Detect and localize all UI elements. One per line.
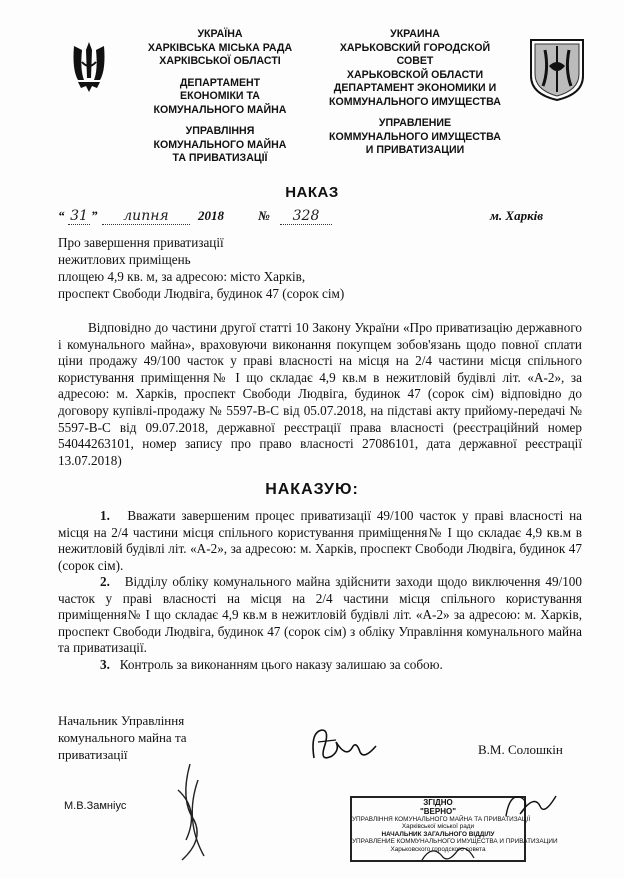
order-item	[58, 508, 582, 574]
order-item-text: Контроль за виконанням цього наказу залишаю за собою.	[119, 657, 443, 672]
date-year: 2018	[198, 208, 224, 223]
header-ua-dept: ЕКОНОМІКИ ТА	[180, 90, 260, 102]
header-ru-mgmt: И ПРИВАТИЗАЦИИ	[365, 144, 465, 156]
number-label: №	[258, 208, 270, 223]
signatory-position-line: комунального майна та	[58, 730, 187, 745]
header-ua-line: УКРАЇНА	[197, 28, 243, 40]
header-ru-line: ХАРЬКОВСКОЙ ОБЛАСТИ	[346, 68, 484, 81]
header-ua-line: ХАРКІВСЬКОЇ ОБЛАСТІ	[159, 55, 281, 67]
header-ru-dept: КОММУНАЛЬНОГО ИМУЩЕСТВА	[329, 95, 501, 108]
subject-block	[58, 234, 344, 302]
subject-line: нежитлових приміщень	[58, 252, 191, 267]
header-ru-mgmt: УПРАВЛЕНИЕ	[378, 117, 452, 129]
header-ru-dept: ДЕПАРТАМЕНТ ЭКОНОМИКИ И	[333, 82, 497, 94]
stamp-line: Харківської міської ради	[401, 823, 475, 831]
subject-line: проспект Свободи Людвіга, будинок 47 (сорок сім)	[58, 286, 345, 301]
signatory-name: В.М. Солошкін	[478, 742, 563, 757]
city: м. Харків	[490, 208, 544, 223]
stamp-line: ЗГІДНО	[423, 798, 453, 807]
header-ua-mgmt: КОМУНАЛЬНОГО МАЙНА	[153, 138, 287, 151]
header-ua-mgmt: УПРАВЛІННЯ	[185, 125, 255, 137]
header-ru-mgmt: КОММУНАЛЬНОГО ИМУЩЕСТВА	[329, 130, 501, 143]
order-item	[58, 657, 582, 674]
order-number: 328	[280, 208, 332, 225]
order-item-number: 1.	[100, 508, 110, 523]
orders-title: НАКАЗУЮ:	[265, 481, 359, 498]
quote-open: “	[58, 208, 65, 223]
trident-emblem-icon	[70, 40, 108, 94]
header-ukrainian	[122, 28, 318, 166]
handwritten-signature-icon	[306, 722, 380, 768]
handwritten-scrawl-icon	[160, 760, 220, 870]
preamble-paragraph: Відповідно до частини другої статті 10 Закону України «Про приватизацію державного і комунального майна», враховуючи виконання покупцем зобов'язань щодо повної сплати ціни продажу 49/100 часток у праві власності на місця на 2/4 частини місця спільного користування приміщення№ І що складає 4,9 кв.м в нежитловій будівлі літ. «А-2», за адресою: м. Харків, проспект Свободи Людвіга, будинок 47 (сорок сім) відповідно до договору купівлі-продажу № 5597-В-С від 05.07.2018, на підставі акту прийому-передачі № 5597-В-С від 09.07.2018, державної реєстрації права власності (реєстраційний номер 54044263101, номер запису про право власності 27086101, дата державної реєстрації 13.07.2018)	[58, 320, 582, 468]
signatory-position-line: Начальник Управління	[58, 713, 185, 728]
header-ua-line: ХАРКІВСЬКА МІСЬКА РАДА	[147, 41, 293, 54]
quote-close: ”	[91, 208, 98, 223]
stamp-line: НАЧАЛЬНИК ЗАГАЛЬНОГО ВІДДІЛУ	[381, 830, 495, 838]
stamp-line: "ВЕРНО"	[419, 807, 457, 816]
date-number-line	[58, 208, 558, 228]
author-name: М.В.Замніус	[64, 800, 127, 812]
stamp-signature-icon	[418, 840, 478, 870]
header-ru-line: ХАРЬКОВСКИЙ ГОРОДСКОЙ	[339, 41, 491, 54]
order-item-text: Відділу обліку комунального майна здійснити заходи щодо виключення 49/100 часток у праві власності на місця на 2/4 частини місця спільного користування приміщення№ І що складає 4,9 кв.м в нежитловій будівлі літ. «А-2» за адресою: м. Харків, проспект Свободи Людвіга, будинок 47 (сорок сім) з обліку Управління комунального майна та приватизації.	[58, 574, 582, 656]
document-title: НАКАЗ	[285, 184, 339, 201]
header-ua-mgmt: ТА ПРИВАТИЗАЦІЇ	[172, 152, 268, 164]
signatory-position-line: приватизації	[58, 747, 128, 762]
stamp-signature-icon	[500, 786, 560, 826]
date-month: липня	[102, 208, 190, 225]
header-ru-line: УКРАИНА	[390, 28, 440, 40]
signatory-position	[58, 712, 187, 763]
kharkiv-coat-of-arms-icon	[527, 36, 587, 102]
date-day: 31	[68, 208, 90, 225]
header-ua-dept: КОМУНАЛЬНОГО МАЙНА	[153, 103, 287, 116]
order-item-text: Вважати завершеним процес приватизації 49/100 часток у праві власності на місця на 2/4 частини місця спільного користування приміщення№ І що складає 4,9 кв.м в нежитловій будівлі літ. «А-2», за адресою: м. Харків, проспект Свободи Людвіга, будинок 47 (сорок сім).	[58, 508, 583, 573]
order-item	[58, 574, 582, 657]
header-russian	[300, 28, 530, 158]
subject-line: площею 4,9 кв. м, за адресою: місто Харків,	[58, 269, 306, 284]
subject-line: Про завершення приватизації	[58, 235, 224, 250]
header-ru-line: СОВЕТ	[396, 55, 434, 67]
stamp-line: УПРАВЛІННЯ КОМУНАЛЬНОГО МАЙНА ТА ПРИВАТИЗАЦІЇ	[352, 816, 531, 823]
order-item-number: 2.	[100, 574, 110, 589]
stamp-line: УПРАВЛЕНИЕ КОММУНАЛЬНОГО ИМУЩЕСТВА И ПРИВАТИЗАЦИИ	[352, 838, 558, 846]
stamp-line: Харьковского городского совета	[390, 845, 486, 853]
order-item-number: 3.	[100, 657, 110, 672]
header-ua-dept: ДЕПАРТАМЕНТ	[179, 76, 261, 89]
